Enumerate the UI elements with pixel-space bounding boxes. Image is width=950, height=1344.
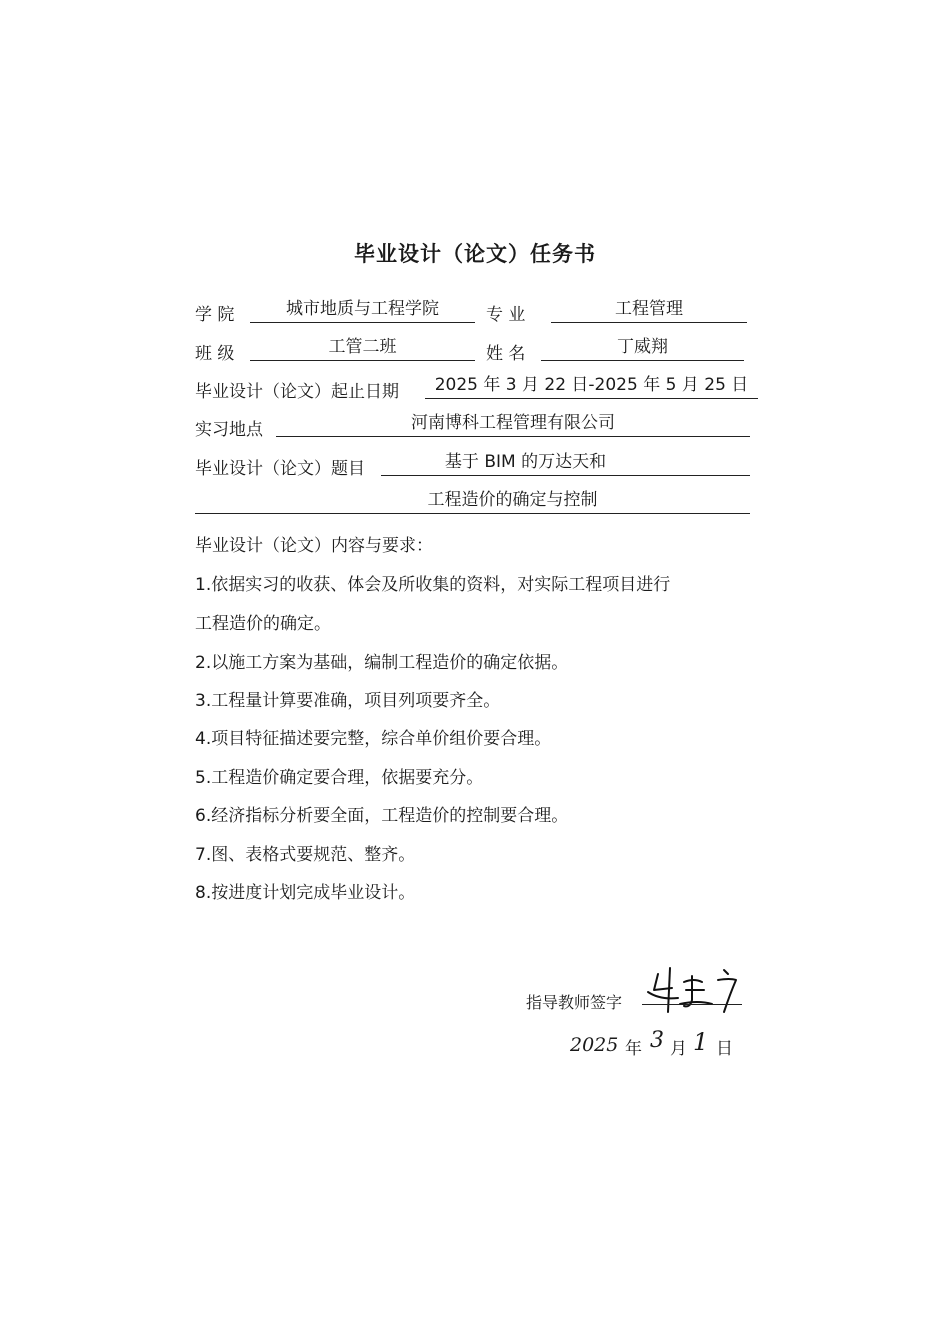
advisor-signature bbox=[640, 960, 750, 1022]
requirement-item: 2.以施工方案为基础，编制工程造价的确定依据。 bbox=[195, 653, 569, 673]
signature-underline bbox=[642, 1004, 742, 1005]
topic-label: 毕业设计（论文）题目 bbox=[195, 459, 365, 479]
signature-month-unit: 月 bbox=[670, 1039, 687, 1059]
signature-day: 1 bbox=[693, 1028, 709, 1056]
requirement-item: 1.依据实习的收获、体会及所收集的资料，对实际工程项目进行 bbox=[195, 575, 671, 595]
college-value: 城市地质与工程学院 bbox=[250, 298, 475, 323]
requirements-heading: 毕业设计（论文）内容与要求： bbox=[195, 536, 433, 556]
requirement-item: 5.工程造价确定要合理，依据要充分。 bbox=[195, 768, 484, 788]
requirement-item: 工程造价的确定。 bbox=[195, 614, 331, 634]
topic-value-1: 基于 BIM 的万达天和 bbox=[444, 452, 607, 472]
major-value: 工程管理 bbox=[551, 298, 747, 323]
signature-year-unit: 年 bbox=[625, 1039, 642, 1059]
page-title: 毕业设计（论文）任务书 bbox=[354, 242, 596, 266]
topic-value-line2 bbox=[195, 489, 750, 514]
topic-value-2: 工程造价的确定与控制 bbox=[427, 490, 598, 510]
advisor-signature-label: 指导教师签字 bbox=[526, 993, 623, 1012]
requirement-item: 3.工程量计算要准确，项目列项要齐全。 bbox=[195, 691, 501, 711]
period-label: 毕业设计（论文）起止日期 bbox=[195, 382, 399, 402]
requirement-item: 7.图、表格式要规范、整齐。 bbox=[195, 845, 416, 865]
class-value: 工管二班 bbox=[250, 336, 475, 361]
signature-day-unit: 日 bbox=[716, 1039, 733, 1059]
signature-month: 3 bbox=[650, 1028, 664, 1053]
name-value: 丁威翔 bbox=[541, 336, 744, 361]
requirement-item: 4.项目特征描述要完整，综合单价组价要合理。 bbox=[195, 729, 552, 749]
major-label: 专 业 bbox=[486, 305, 526, 325]
name-label: 姓 名 bbox=[486, 344, 526, 364]
requirement-item: 6.经济指标分析要全面，工程造价的控制要合理。 bbox=[195, 806, 569, 826]
college-label: 学 院 bbox=[195, 305, 235, 325]
period-value: 2025 年 3 月 22 日-2025 年 5 月 25 日 bbox=[425, 374, 758, 399]
signature-year-value: 2025 bbox=[570, 1034, 619, 1056]
requirement-item: 8.按进度计划完成毕业设计。 bbox=[195, 883, 416, 903]
location-label: 实习地点 bbox=[195, 420, 263, 440]
class-label: 班 级 bbox=[195, 344, 235, 364]
topic-value-line1 bbox=[381, 451, 750, 476]
signature-year bbox=[570, 1034, 618, 1056]
location-value: 河南博科工程管理有限公司 bbox=[276, 412, 750, 437]
